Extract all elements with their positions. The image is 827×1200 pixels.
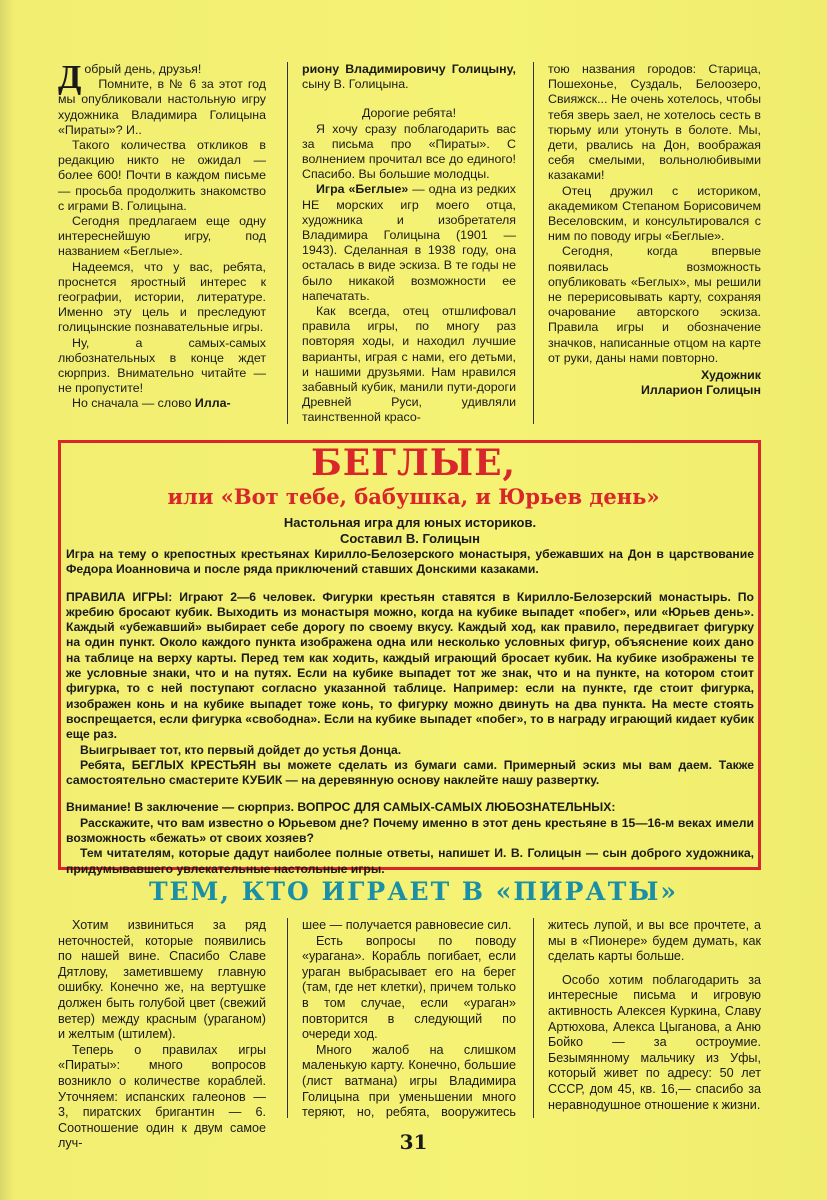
greeting-text: обрый день, друзья! xyxy=(84,62,202,76)
game-name: Игра «Беглые» xyxy=(316,182,409,197)
game-subheading: Настольная игра для юных историков. xyxy=(283,515,537,530)
paragraph-text: — одна из редких НЕ морских игр моего отца, художника и изобретателя Владимира Голицына (1901 — 1943). Сделанная в 1938 году, она осталась в виде эскиза. В те годы не было никакой возможности ее напечатать. xyxy=(302,182,517,303)
game-title-block xyxy=(0,442,827,510)
column-divider xyxy=(533,62,534,424)
column-divider xyxy=(533,918,534,1118)
game-win-condition: Выигрывает тот, кто первый дойдет до устья Донца. xyxy=(80,742,402,757)
column-divider xyxy=(287,62,288,424)
game-subtitle: или «Вот тебе, бабушка, и Юрьев день» xyxy=(167,484,660,509)
game-make-instructions: Ребята, БЕГЛЫХ КРЕСТЬЯН вы можете сделать из бумаги сами. Примерный эскиз мы вам даем. Также самостоятельно смастерите КУБИК — на деревянную основу наклейте нашу развертку. xyxy=(66,757,754,788)
paragraph: Как всегда, отец отшлифовал правила игры, по многу раз повторяя ходы, и находил лучшие варианты, играя с нами, его детьми, и нашими друзьями. Нам нравился забавный кубик, манили пути-дороги Древней Руси, удивляли таинственной красо- xyxy=(302,304,516,425)
game-title: БЕГЛЫЕ, xyxy=(310,442,517,484)
paragraph-text: сыну В. Голицына. xyxy=(302,77,409,92)
drop-cap: Д xyxy=(58,59,82,96)
paragraph: житесь лупой, и вы все прочтете, а мы в «Пионере» будем думать, как сделать карты больше. xyxy=(548,918,761,964)
signature-name: Илларион Голицын xyxy=(640,383,761,398)
author-name: риону Владимировичу Голицыну, xyxy=(302,62,516,76)
letter-greeting: Дорогие ребята! xyxy=(361,106,457,121)
page-number: 31 xyxy=(399,1130,428,1154)
top-column-1 xyxy=(58,59,266,412)
paragraph: тою названия городов: Старица, Пошехонье, Суздаль, Белоозеро, Свияжск... Не очень хотелось, чтобы тебя зверь заел, не хотелось сесть в тюрьму или утонуть в болоте. Мы, дети, рвались на Дон, воображая себя смелыми, вольнолюбивыми казаками! xyxy=(548,62,761,183)
paragraph xyxy=(302,62,516,92)
top-column-2 xyxy=(302,62,516,426)
game-intro: Игра на тему о крепостных крестьянах Кирилло-Белозерского монастыря, убежавших на Дон в царствование Федора Иоанновича и после ряда приключений ставших Донскими казаками. xyxy=(66,547,754,577)
paragraph: Есть вопросы по поводу «урагана». Корабль погибает, если ураган выбрасывает его на берег (там, где нет клетки), причем только в том случае, если «ураган» повторится в следующий по очереди ход. xyxy=(302,933,516,1042)
paragraph: Надеемся, что у вас, ребята, проснется яростный интерес к географии, истории, литературе. Именно эту цель и преследуют голицынские познавательные игры. xyxy=(58,259,266,335)
top-column-3 xyxy=(548,62,761,398)
paragraph: Ну, а самых-самых любознательных в конце ждет сюрприз. Внимательно читайте — не пропустите! xyxy=(58,335,266,396)
paragraph xyxy=(58,396,266,411)
quiz-prize: Тем читателям, которые дадут наиболее полные ответы, напишет И. В. Голицын — сын доброго художника, придумывавшего увлекательные настольные игры. xyxy=(66,846,754,876)
paragraph: Теперь о правилах игры «Пираты»: много вопросов возникло о количестве кораблей. Уточняем: испанских галеонов — 3, пиратских бригантин — 6. Соотношение один к двум самое луч- xyxy=(58,1042,266,1151)
paragraph: Сегодня, когда впервые появилась возможность опубликовать «Беглых», мы решили не перерисовывать карту, сохраняя очарование авторского эскиза. Правила игры и обозначение значков, написанные отцом на карте от руки, даны нами повторно. xyxy=(548,244,761,365)
bottom-column-2 xyxy=(302,918,516,1121)
game-rules-text xyxy=(66,515,754,877)
author-name: Илла- xyxy=(194,396,231,411)
column-divider xyxy=(287,918,288,1118)
paragraph: Хотим извиниться за ряд неточностей, которые появились по нашей вине. Спасибо Славе Дятлову, заметившему главную ошибку. Конечно же, на вертушке должен быть голубой цвет (свежий ветер) между красным (ураганом) и желтым (штилем). xyxy=(58,918,266,1042)
paragraph xyxy=(302,182,516,304)
paragraph: Много жалоб на слишком маленькую карту. Конечно, большие (лист ватмана) игры Владимира Голицына при уменьшении много теряют, но, ребята, вооружитесь xyxy=(302,1042,516,1120)
quiz-question: Расскажите, что вам известно о Юрьевом дне? Почему именно в этот день крестьяне в 15—16-м веках имели возможность «бежать» от своих хозяев? xyxy=(66,815,754,846)
paragraph: Отец дружил с историком, академиком Степаном Борисовичем Веселовским, и консультировался с ним по поводу игры «Беглые». xyxy=(548,183,761,244)
paragraph-text: Но сначала — слово xyxy=(72,396,195,411)
bottom-column-3 xyxy=(548,918,761,1113)
bottom-column-1 xyxy=(58,918,266,1152)
paragraph: Такого количества откликов в редакцию никто не ожидал — более 600! Почти в каждом письме — просьба продолжить знакомство с играми В. Голицына. xyxy=(58,138,266,213)
paragraph: Особо хотим поблагодарить за интересные письма и игровую активность Алексея Куркина, Славу Артюхова, Алекса Цыганова, а Аню Бойко — за остроумие. Безымянному мальчику из Уфы, который живет по адресу: 50 лет СССР, дом 45, кв. 16,— спасибо за неравнодушное отношение к жизни. xyxy=(548,972,761,1112)
paragraph: Я хочу сразу поблагодарить вас за письма про «Пираты». С волнением прочитал все до единого! Спасибо. Вы большие молодцы. xyxy=(302,121,516,182)
signature-title: Художник xyxy=(700,368,761,383)
game-rules: ПРАВИЛА ИГРЫ: Играют 2—6 человек. Фигурки крестьян ставятся в Кирилло-Белозерский монастырь. По жребию бросают кубик. Выходить из монастыря можно, когда на кубике выпадет «побег», или «Юрьев день». Каждый «убежавший» выбирает себе дорогу по своему вкусу. Каждый ход, как правило, передвигает фигурку на один пункт. Около каждого пункта изображена одна или несколько условных фигур, объяснение коих дано на таблице на верху карты. Перед тем как ходить, каждый играющий бросает кубик. На кубике изображены те же условные знаки, что и на путях. Если на кубике выпадет тот же знак, что и на пункте, на котором стоит фигурка, то с ней поступают согласно указанной таблице. Например: если на пункте, где стоит фигурка, изображен конь и на кубике выпадет тоже конь, то фигурку можно двинуть на два пункта. На месте стоять воспрещается, если фигурка «свободна». Если на кубике выпадет «побег», то в награду играющий кидает кубик еще раз. xyxy=(66,589,754,742)
paragraph: Помните, в № 6 за этот год мы опубликовали настольную игру художника Владимира Голицына «Пираты»? И.. xyxy=(58,77,266,137)
paragraph: Сегодня предлагаем еще одну интереснейшую игру, под названием «Беглые». xyxy=(58,214,266,259)
attention-heading: Внимание! В заключение — сюрприз. ВОПРОС ДЛЯ САМЫХ-САМЫХ ЛЮБОЗНАТЕЛЬНЫХ: xyxy=(66,800,616,815)
game-author: Составил В. Голицын xyxy=(340,531,480,546)
section-title: ТЕМ, КТО ИГРАЕТ В «ПИРАТЫ» xyxy=(148,877,679,906)
paragraph: шее — получается равновесие сил. xyxy=(302,918,512,932)
